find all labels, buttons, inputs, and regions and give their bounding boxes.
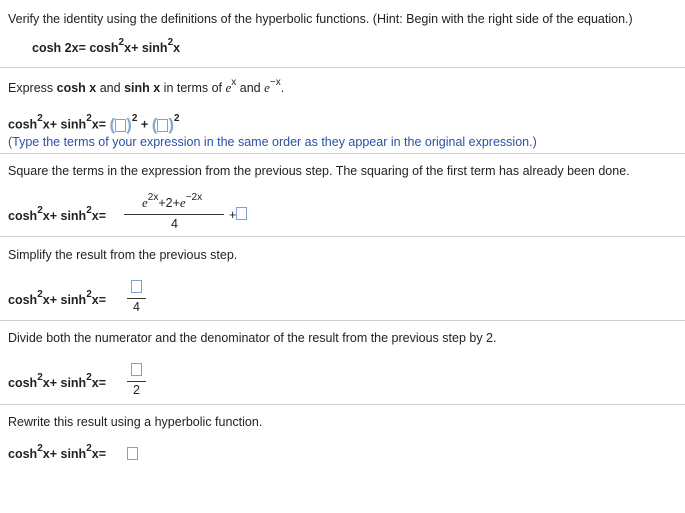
divider xyxy=(0,320,685,321)
answer-box-5[interactable] xyxy=(131,363,142,376)
step2-plus: + xyxy=(229,208,237,222)
answer-box-1[interactable] xyxy=(115,119,126,132)
step1-equation: $\cosh^2x+ \sinh^2x=$ ( )$^2$ + ( )$^2$ xyxy=(8,113,180,134)
step1-hint: (Type the terms of your expression in the same order as they appear in the original expression.) xyxy=(8,135,537,149)
step2-instruction: Square the terms in the expression from the previous step. The squaring of the first term has already been done. xyxy=(8,164,630,178)
divider xyxy=(0,236,685,237)
divider xyxy=(0,404,685,405)
step2-fraction-bar xyxy=(124,214,224,215)
answer-box-4[interactable] xyxy=(131,280,142,293)
step4-fraction-bar xyxy=(127,381,146,382)
step2-denominator: 4 xyxy=(171,217,178,231)
step2-numerator: $e^{2x}+2+e^{-2x}$ xyxy=(142,192,203,210)
step3-instruction: Simplify the result from the previous step. xyxy=(8,248,238,262)
divider xyxy=(0,153,685,154)
divider xyxy=(0,67,685,68)
step5-instruction: Rewrite this result using a hyperbolic function. xyxy=(8,415,263,429)
step4-denominator: 2 xyxy=(133,383,140,397)
answer-box-2[interactable] xyxy=(157,119,168,132)
step4-lhs: $\cosh^2x+ \sinh^2x=$ xyxy=(8,372,107,390)
step5-lhs: $\cosh^2x+ \sinh^2x=$ xyxy=(8,443,107,461)
answer-box-3[interactable] xyxy=(236,207,247,220)
step3-denominator: 4 xyxy=(133,300,140,314)
step3-fraction-bar xyxy=(127,298,146,299)
instruction-text: Verify the identity using the definitions of the hyperbolic functions. (Hint: Begin with the right side of the equation.) xyxy=(8,12,633,26)
answer-box-6[interactable] xyxy=(127,447,138,460)
step3-lhs: $\cosh^2x+ \sinh^2x=$ xyxy=(8,289,107,307)
identity-lhs: cosh 2x xyxy=(32,41,79,55)
step1-instruction: Express cosh x and sinh x in terms of $e^x$ and $e^{-x}$. xyxy=(8,77,285,95)
identity-equation: $\cosh 2x= \cosh^2x+ \sinh^2x$ xyxy=(32,37,181,55)
step2-lhs: $\cosh^2x+ \sinh^2x=$ xyxy=(8,205,107,223)
step4-instruction: Divide both the numerator and the denominator of the result from the previous step by 2. xyxy=(8,331,497,345)
